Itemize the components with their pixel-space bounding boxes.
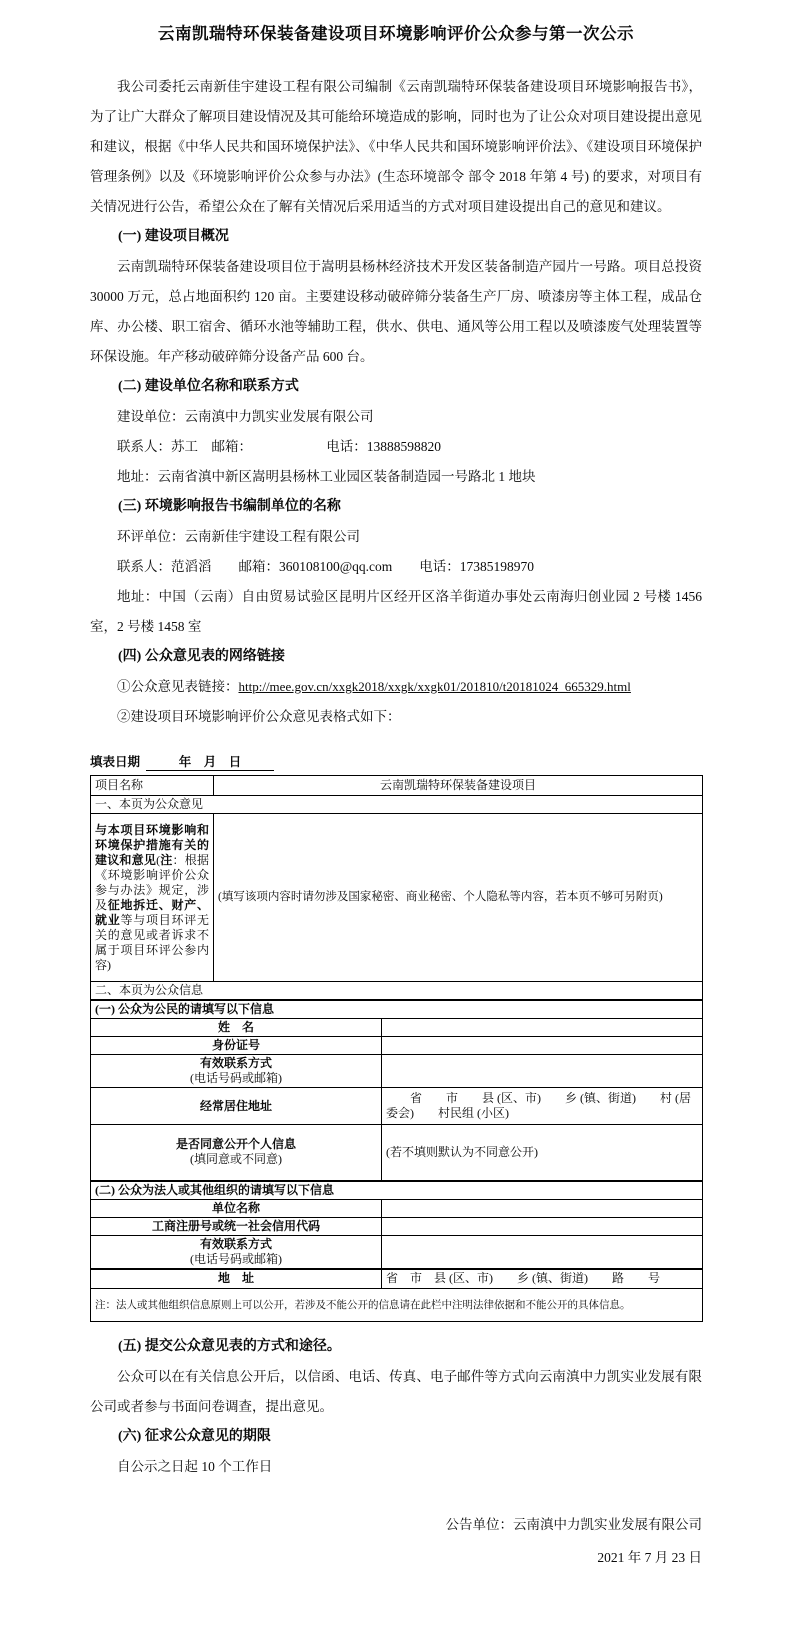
citizen-contact-note: (电话号码或邮箱) bbox=[190, 1071, 282, 1085]
part2-header-row bbox=[91, 982, 703, 1001]
name-value-cell bbox=[382, 1019, 703, 1037]
org-contact-label-cell bbox=[91, 1235, 382, 1269]
eia-address-line: 地址：中国（云南）自由贸易试验区昆明片区经开区洛羊街道办事处云南海归创业园 2 号楼 1456 室，2 号楼 1458 室 bbox=[90, 589, 702, 634]
section-4-heading: (四) 公众意见表的网络链接 bbox=[118, 649, 285, 664]
org-code-label-cell: 工商注册号或统一社会信用代码 bbox=[91, 1217, 382, 1235]
form-date-label: 填表日期 bbox=[90, 755, 141, 769]
name-row bbox=[91, 1019, 703, 1037]
citizen-contact-value-cell bbox=[382, 1055, 703, 1088]
opinion-note-text2: 等与项目环评无关的意见或者诉求不属于项目环评公参内容) bbox=[95, 912, 209, 972]
eia-unit-line: 环评单位：云南新佳宇建设工程有限公司 bbox=[117, 529, 360, 544]
section-2-heading: (二) 建设单位名称和联系方式 bbox=[118, 379, 299, 394]
org-header-cell: (二) 公众为法人或其他组织的请填写以下信息 bbox=[91, 1181, 703, 1200]
project-name-label-cell: 项目名称 bbox=[91, 776, 214, 796]
org-address-value-cell: 省 市 县 (区、市) 乡 (镇、街道) 路 号 bbox=[382, 1269, 703, 1289]
announcement-date-line: 2021 年 7 月 23 日 bbox=[597, 1550, 702, 1565]
comment-form-link-line bbox=[90, 672, 702, 702]
announcement-footer bbox=[90, 1508, 702, 1574]
opinion-note-bold: 注 bbox=[160, 852, 173, 867]
residence-address-label-cell: 经常居住地址 bbox=[91, 1088, 382, 1125]
citizen-contact-label-cell bbox=[91, 1055, 382, 1088]
opinion-row bbox=[91, 814, 703, 982]
residence-address-value-cell: 省 市 县 (区、市) 乡 (镇、街道) 村 (居委会) 村民组 (小区) bbox=[382, 1088, 703, 1125]
org-contact-label: 有效联系方式 bbox=[199, 1236, 272, 1251]
opinion-placeholder: (填写该项内容时请勿涉及国家秘密、商业秘密、个人隐私等内容，若本页不够可另附页) bbox=[218, 891, 663, 903]
residence-address-row bbox=[91, 1088, 703, 1125]
page-title: 云南凯瑞特环保装备建设项目环境影响评价公众参与第一次公示 bbox=[158, 24, 634, 43]
opinion-label-bold: 与本项目环境影响和环境保护措施有关的建议和意见 bbox=[95, 822, 209, 867]
consent-label: 是否同意公开个人信息 bbox=[175, 1137, 296, 1152]
section-1-heading: (一) 建设项目概况 bbox=[118, 229, 229, 244]
public-comment-form-link[interactable]: http://mee.gov.cn/xxgk2018/xxgk/xxgk01/201810/t20181024_665329.html bbox=[238, 679, 631, 694]
footnote-row bbox=[91, 1289, 703, 1322]
id-number-label-cell: 身份证号 bbox=[91, 1037, 382, 1055]
name-label-cell: 姓 名 bbox=[91, 1019, 382, 1037]
part1-header-row bbox=[91, 796, 703, 814]
org-name-row bbox=[91, 1199, 703, 1217]
section-5-heading: (五) 提交公众意见表的方式和途径。 bbox=[118, 1339, 341, 1354]
opinion-note-bold2: 征地拆迁、财产、就业 bbox=[95, 897, 209, 927]
footnote-cell: 注：法人或其他组织信息原则上可以公开，若涉及不能公开的信息请在此栏中注明法律依据和不能公开的具体信息。 bbox=[91, 1289, 703, 1322]
opinion-note-text: ：根据《环境影响评价公众参与办法》规定，涉及 bbox=[95, 852, 209, 912]
id-number-value-cell bbox=[382, 1037, 703, 1055]
project-name-value-cell: 云南凯瑞特环保装备建设项目 bbox=[214, 776, 703, 796]
project-name-row bbox=[91, 776, 703, 796]
org-contact-value-cell bbox=[382, 1235, 703, 1269]
consent-label-cell bbox=[91, 1125, 382, 1181]
part2-header-cell: 二、本页为公众信息 bbox=[91, 982, 703, 1001]
opinion-note-paren: ( bbox=[156, 852, 161, 867]
section-1-body: 云南凯瑞特环保装备建设项目位于嵩明县杨林经济技术开发区装备制造产园片一号路。项目总投资 30000 万元，总占地面积约 120 亩。主要建设移动破碎筛分装备生产厂房、喷漆房等主体工程，成品仓库、办公楼、职工宿舍、循环水池等辅助工程，供水、供电、通风等公用工程以及喷漆废气处理装置等环保设施。年产移动破碎筛分设备产品 600 台。 bbox=[90, 259, 702, 364]
announcing-unit-line: 公告单位：云南滇中力凯实业发展有限公司 bbox=[445, 1517, 702, 1532]
org-address-row bbox=[91, 1269, 703, 1289]
org-header-row bbox=[91, 1181, 703, 1200]
citizen-contact-row bbox=[91, 1055, 703, 1088]
consent-row bbox=[91, 1125, 703, 1181]
consent-note: (填同意或不同意) bbox=[190, 1152, 282, 1167]
org-contact-row bbox=[91, 1235, 703, 1269]
comment-form-format-line: ②建设项目环境影响评价公众意见表格式如下： bbox=[117, 709, 401, 724]
section-3-heading: (三) 环境影响报告书编制单位的名称 bbox=[118, 499, 341, 514]
opinion-input-cell bbox=[214, 814, 703, 982]
citizen-header-row bbox=[91, 1000, 703, 1019]
public-comment-form-table bbox=[90, 775, 703, 1322]
opinion-label-cell bbox=[91, 814, 214, 982]
org-contact-note: (电话号码或邮箱) bbox=[190, 1251, 282, 1266]
org-code-row bbox=[91, 1217, 703, 1235]
form-date-line bbox=[90, 754, 702, 771]
org-name-value-cell bbox=[382, 1199, 703, 1217]
part1-header-cell: 一、本页为公众意见 bbox=[91, 796, 703, 814]
org-code-value-cell bbox=[382, 1217, 703, 1235]
comment-form-link-label: ①公众意见表链接： bbox=[117, 679, 239, 694]
org-address-label-cell: 地 址 bbox=[91, 1269, 382, 1289]
section-5-body: 公众可以在有关信息公开后，以信函、电话、传真、电子邮件等方式向云南滇中力凯实业发展有限公司或者参与书面问卷调查，提出意见。 bbox=[90, 1369, 702, 1414]
form-date-fill-blank: 年 月 日 bbox=[146, 754, 274, 771]
construction-contact-line: 联系人：苏工 邮箱： 电话：13888598820 bbox=[117, 439, 441, 454]
id-number-row bbox=[91, 1037, 703, 1055]
org-name-label-cell: 单位名称 bbox=[91, 1199, 382, 1217]
construction-address-line: 地址：云南省滇中新区嵩明县杨林工业园区装备制造园一号路北 1 地块 bbox=[117, 469, 536, 484]
intro-paragraph: 我公司委托云南新佳宇建设工程有限公司编制《云南凯瑞特环保装备建设项目环境影响报告书》，为了让广大群众了解项目建设情况及其可能给环境造成的影响，同时也为了让公众对项目建设提出意见和建议，根据《中华人民共和国环境保护法》、《中华人民共和国环境影响评价法》、《建设项目环境保护管理条例》以及《环境影响评价公众参与办法》(生态环境部令 部令 2018 年第 4 号) 的要求，对项目有关情况进行公告，希望公众在了解有关情况后采用适当的方式对项目建设提出自己的意见和建议。 bbox=[90, 79, 702, 214]
eia-contact-line: 联系人：范滔滔 邮箱：360108100@qq.com 电话：17385198970 bbox=[117, 559, 535, 574]
section-6-heading: (六) 征求公众意见的期限 bbox=[118, 1429, 271, 1444]
citizen-contact-label: 有效联系方式 bbox=[199, 1056, 272, 1070]
construction-unit-line: 建设单位：云南滇中力凯实业发展有限公司 bbox=[117, 409, 374, 424]
citizen-header-cell: (一) 公众为公民的请填写以下信息 bbox=[91, 1000, 703, 1019]
section-6-body: 自公示之日起 10 个工作日 bbox=[117, 1459, 273, 1474]
consent-value-cell: (若不填则默认为不同意公开) bbox=[382, 1125, 703, 1181]
